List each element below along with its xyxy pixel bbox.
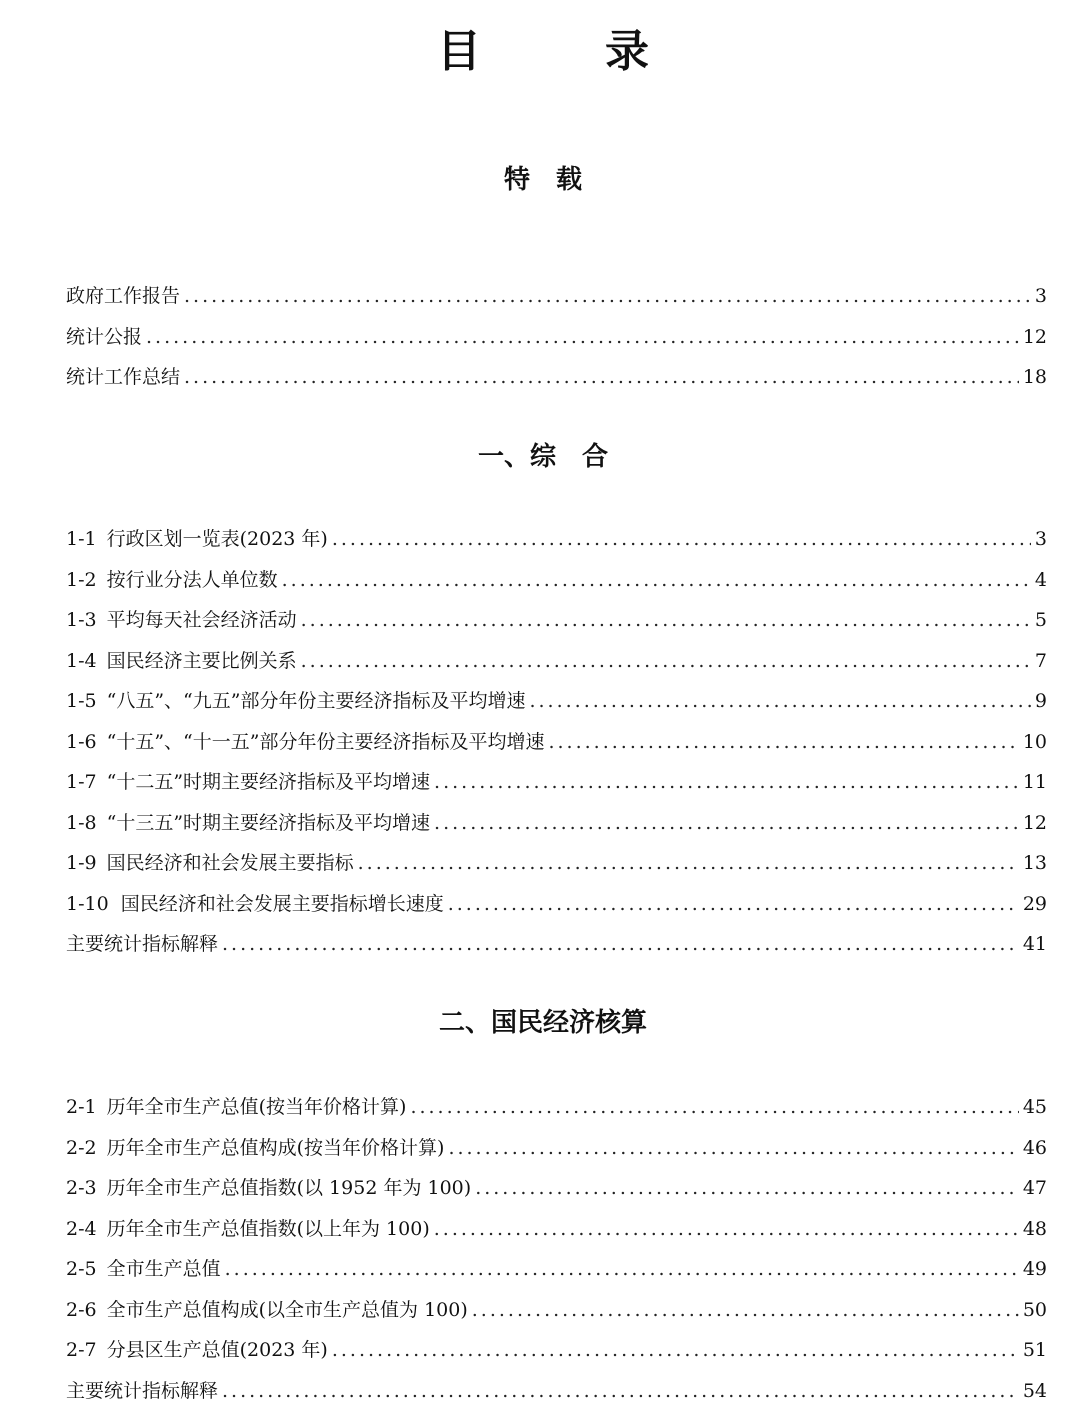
toc-entry-number: 1-5 bbox=[66, 690, 97, 712]
toc-entry[interactable] bbox=[66, 843, 1047, 884]
toc-entry-title: 历年全市生产总值构成(按当年价格计算) bbox=[106, 1136, 445, 1159]
toc-entry-page: 49 bbox=[1022, 1258, 1047, 1280]
toc-leader-dots bbox=[146, 317, 1019, 358]
toc-entry-title: 历年全市生产总值指数(以上年为 100) bbox=[106, 1217, 430, 1240]
section-list-special bbox=[66, 276, 1047, 398]
toc-entry-title: “十三五”时期主要经济指标及平均增速 bbox=[106, 811, 431, 834]
section-heading-national-accounts: 二、国民经济核算 bbox=[438, 1008, 647, 1038]
toc-leader-dots bbox=[301, 600, 1031, 641]
toc-leader-dots bbox=[222, 924, 1019, 965]
toc-entry-page: 4 bbox=[1034, 568, 1047, 591]
toc-entry-title: “八五”、“九五”部分年份主要经济指标及平均增速 bbox=[106, 690, 526, 712]
toc-entry-number: 2-4 bbox=[66, 1217, 97, 1240]
toc-entry[interactable] bbox=[66, 762, 1047, 803]
toc-entry-page: 3 bbox=[1034, 285, 1047, 307]
toc-entry-number: 1-1 bbox=[66, 528, 97, 550]
toc-entry-page: 12 bbox=[1022, 325, 1047, 348]
toc-entry-title: 分县区生产总值(2023 年) bbox=[106, 1339, 328, 1361]
section-heading-special: 特 载 bbox=[503, 165, 582, 195]
toc-entry-title: 国民经济和社会发展主要指标增长速度 bbox=[120, 892, 444, 915]
toc-entry-number: 2-2 bbox=[66, 1136, 97, 1159]
toc-entry-page: 51 bbox=[1022, 1339, 1047, 1361]
toc-entry[interactable] bbox=[66, 600, 1047, 641]
section-list-general bbox=[66, 519, 1047, 965]
toc-leader-dots bbox=[301, 641, 1031, 682]
toc-entry[interactable] bbox=[66, 1168, 1047, 1209]
toc-entry[interactable] bbox=[66, 681, 1047, 722]
toc-entry-page: 13 bbox=[1022, 852, 1047, 874]
toc-entry-page: 11 bbox=[1022, 771, 1047, 793]
toc-entry-title: 主要统计指标解释 bbox=[66, 1379, 219, 1402]
toc-leader-dots bbox=[434, 803, 1019, 844]
toc-entry-page: 50 bbox=[1022, 1298, 1047, 1321]
toc-entry-number: 1-2 bbox=[66, 568, 97, 591]
toc-entry-page: 46 bbox=[1022, 1136, 1047, 1159]
toc-entry-number: 1-4 bbox=[66, 649, 97, 672]
toc-leader-dots bbox=[548, 722, 1018, 763]
toc-entry[interactable] bbox=[66, 357, 1047, 398]
toc-entry-title: 行政区划一览表(2023 年) bbox=[106, 528, 328, 550]
toc-entry-page: 54 bbox=[1022, 1379, 1047, 1402]
toc-entry[interactable] bbox=[66, 924, 1047, 965]
toc-leader-dots bbox=[184, 357, 1019, 398]
toc-entry-number: 1-10 bbox=[66, 892, 109, 915]
toc-entry-page: 5 bbox=[1034, 609, 1047, 631]
toc-leader-dots bbox=[434, 1209, 1019, 1250]
toc-entry[interactable] bbox=[66, 317, 1047, 358]
toc-entry-title: 历年全市生产总值指数(以 1952 年为 100) bbox=[106, 1177, 472, 1199]
toc-entry[interactable] bbox=[66, 519, 1047, 560]
toc-entry[interactable] bbox=[66, 884, 1047, 925]
toc-entry[interactable] bbox=[66, 276, 1047, 317]
toc-entry-title: 按行业分法人单位数 bbox=[106, 568, 278, 591]
toc-entry-number: 2-5 bbox=[66, 1258, 97, 1280]
toc-entry[interactable] bbox=[66, 1087, 1047, 1128]
toc-entry-number: 1-7 bbox=[66, 771, 97, 793]
toc-entry-number: 2-3 bbox=[66, 1177, 97, 1199]
toc-entry-number: 2-6 bbox=[66, 1298, 97, 1321]
section-heading-general: 一、综 合 bbox=[477, 442, 608, 472]
toc-leader-dots bbox=[472, 1290, 1019, 1331]
toc-entry-title: “十二五”时期主要经济指标及平均增速 bbox=[106, 771, 431, 793]
toc-leader-dots bbox=[475, 1168, 1019, 1209]
toc-entry-number: 2-1 bbox=[66, 1096, 97, 1118]
toc-leader-dots bbox=[358, 843, 1019, 884]
toc-leader-dots bbox=[225, 1249, 1019, 1290]
toc-entry-page: 12 bbox=[1022, 811, 1047, 834]
toc-leader-dots bbox=[448, 1128, 1018, 1169]
toc-leader-dots bbox=[434, 762, 1019, 803]
toc-leader-dots bbox=[332, 1330, 1019, 1371]
toc-entry-page: 47 bbox=[1022, 1177, 1047, 1199]
toc-entry[interactable] bbox=[66, 1128, 1047, 1169]
toc-entry[interactable] bbox=[66, 1371, 1047, 1412]
toc-entry[interactable] bbox=[66, 1290, 1047, 1331]
toc-entry-page: 18 bbox=[1022, 366, 1047, 388]
toc-leader-dots bbox=[184, 276, 1031, 317]
section-list-national-accounts bbox=[66, 1087, 1047, 1411]
toc-entry-title: 历年全市生产总值(按当年价格计算) bbox=[106, 1096, 407, 1118]
toc-entry-title: 统计工作总结 bbox=[66, 366, 181, 388]
toc-entry-page: 7 bbox=[1034, 649, 1047, 672]
toc-entry-page: 48 bbox=[1022, 1217, 1047, 1240]
toc-entry-page: 10 bbox=[1022, 730, 1047, 753]
toc-entry-title: 平均每天社会经济活动 bbox=[106, 609, 297, 631]
toc-entry[interactable] bbox=[66, 641, 1047, 682]
toc-entry-title: 政府工作报告 bbox=[66, 285, 181, 307]
toc-entry-title: 国民经济主要比例关系 bbox=[106, 649, 297, 672]
toc-entry[interactable] bbox=[66, 560, 1047, 601]
toc-entry-number: 1-9 bbox=[66, 852, 97, 874]
toc-entry-page: 45 bbox=[1022, 1096, 1047, 1118]
toc-entry-title: 国民经济和社会发展主要指标 bbox=[106, 852, 354, 874]
toc-entry-number: 1-8 bbox=[66, 811, 97, 834]
toc-entry-page: 41 bbox=[1022, 933, 1047, 955]
toc-entry-title: “十五”、“十一五”部分年份主要经济指标及平均增速 bbox=[106, 730, 545, 753]
toc-leader-dots bbox=[529, 681, 1030, 722]
page-title: 目 录 bbox=[437, 26, 689, 77]
toc-entry-title: 全市生产总值 bbox=[106, 1258, 221, 1280]
toc-entry-number: 1-6 bbox=[66, 730, 97, 753]
toc-entry-title: 全市生产总值构成(以全市生产总值为 100) bbox=[106, 1298, 468, 1321]
toc-leader-dots bbox=[410, 1087, 1018, 1128]
toc-leader-dots bbox=[222, 1371, 1019, 1412]
toc-entry[interactable] bbox=[66, 722, 1047, 763]
toc-entry[interactable] bbox=[66, 1330, 1047, 1371]
toc-leader-dots bbox=[282, 560, 1031, 601]
toc-entry[interactable] bbox=[66, 1209, 1047, 1250]
toc-entry-title: 统计公报 bbox=[66, 325, 143, 348]
toc-entry-number: 2-7 bbox=[66, 1339, 97, 1361]
toc-entry-number: 1-3 bbox=[66, 609, 97, 631]
toc-entry[interactable] bbox=[66, 1249, 1047, 1290]
toc-entry-title: 主要统计指标解释 bbox=[66, 933, 219, 955]
toc-entry-page: 3 bbox=[1034, 528, 1047, 550]
toc-entry-page: 29 bbox=[1022, 892, 1047, 915]
toc-entry[interactable] bbox=[66, 803, 1047, 844]
toc-leader-dots bbox=[448, 884, 1019, 925]
toc-leader-dots bbox=[332, 519, 1031, 560]
toc-entry-page: 9 bbox=[1034, 690, 1047, 712]
